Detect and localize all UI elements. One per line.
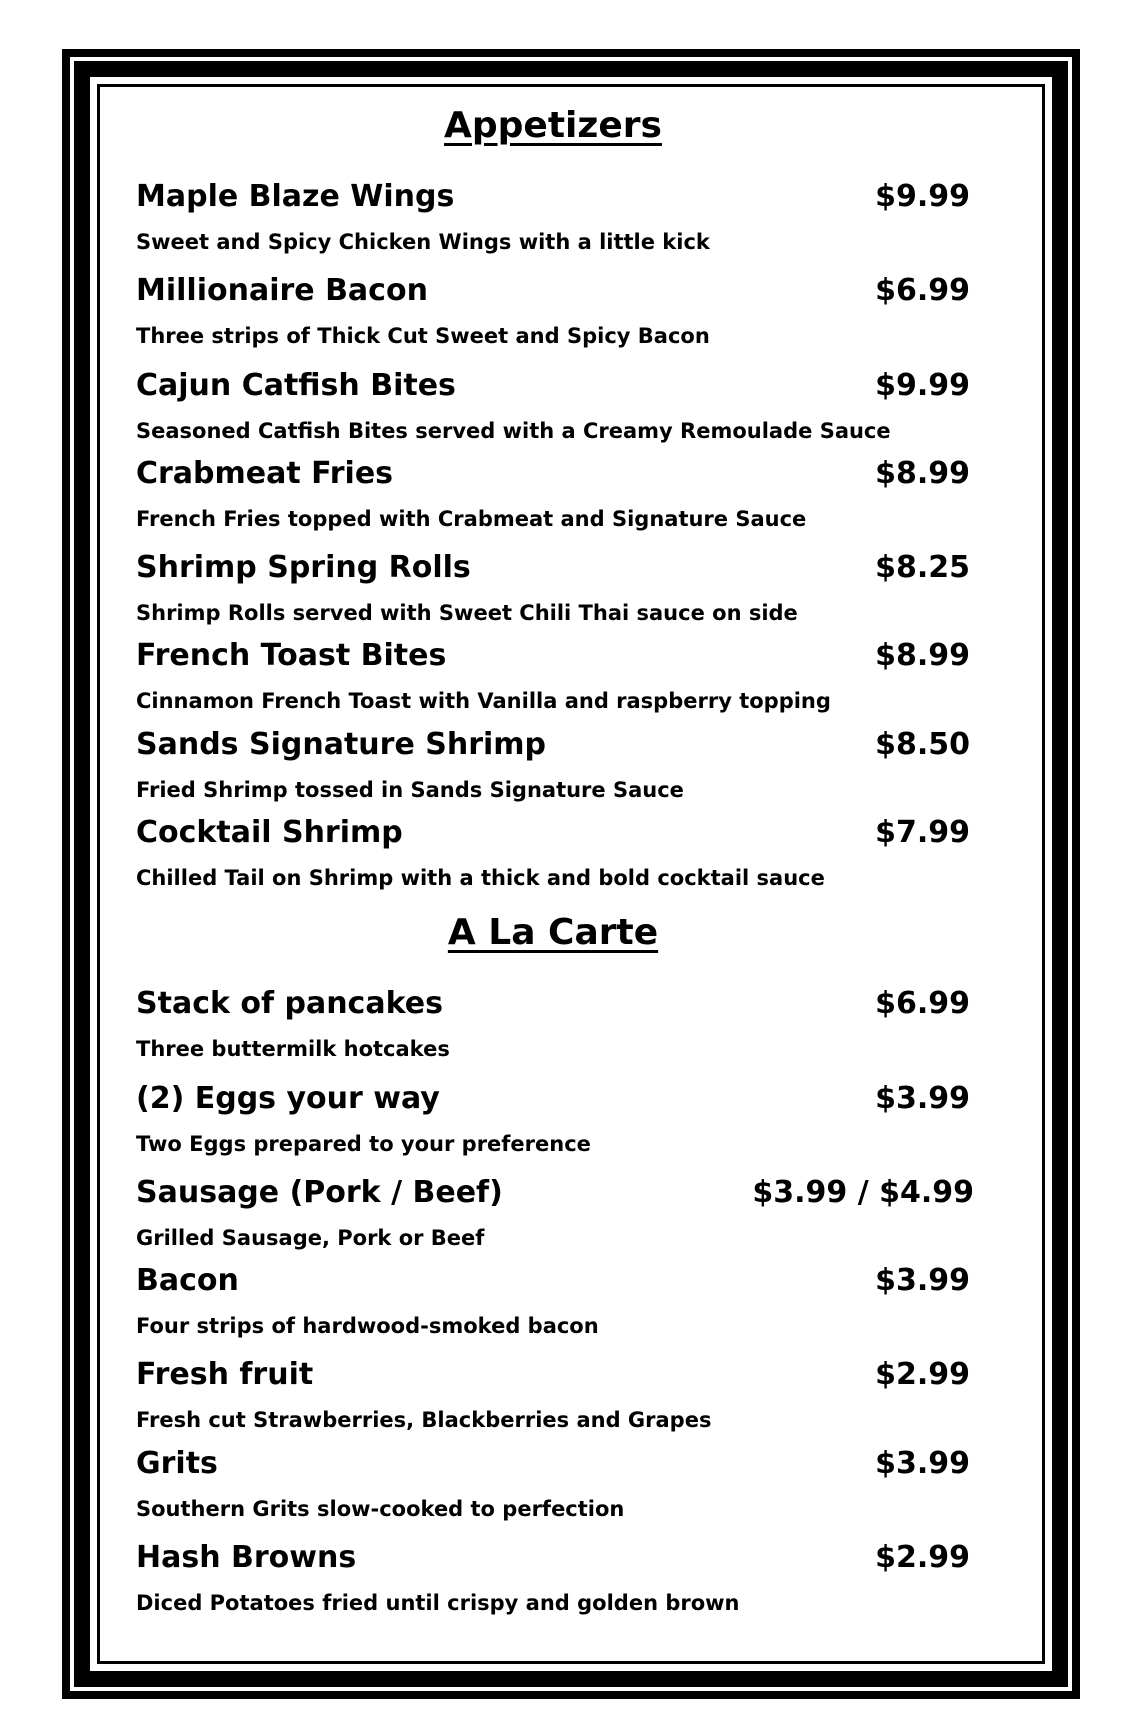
item-name: Bacon	[136, 1263, 239, 1299]
menu-item	[136, 1446, 970, 1522]
item-description: Two Eggs prepared to your preference	[136, 1131, 591, 1156]
item-description: Shrimp Rolls served with Sweet Chili Thai sauce on side	[136, 601, 798, 626]
item-price: $8.25	[875, 550, 970, 586]
item-name: Cajun Catfish Bites	[136, 367, 456, 403]
item-description: Fried Shrimp tossed in Sands Signature Sauce	[136, 777, 684, 802]
item-description: French Fries topped with Crabmeat and Signature Sauce	[136, 506, 807, 531]
item-price: $2.99	[875, 1539, 970, 1575]
section-title-a-la-carte: A La Carte	[447, 912, 659, 954]
item-price: $3.99 / $4.99	[752, 1174, 974, 1210]
item-price: $7.99	[875, 814, 970, 850]
item-name: Millionaire Bacon	[136, 273, 428, 309]
item-description: Fresh cut Strawberries, Blackberries and Grapes	[136, 1408, 712, 1433]
item-description: Four strips of hardwood-smoked bacon	[136, 1314, 599, 1339]
menu-item	[136, 550, 970, 626]
item-description: Three buttermilk hotcakes	[136, 1037, 450, 1062]
item-description: Chilled Tail on Shrimp with a thick and bold cocktail sauce	[136, 865, 825, 890]
item-price: $6.99	[875, 986, 970, 1022]
item-description: Diced Potatoes fried until crispy and golden brown	[136, 1590, 740, 1615]
menu-item	[136, 1540, 970, 1616]
item-description: Three strips of Thick Cut Sweet and Spicy Bacon	[136, 324, 710, 349]
item-name: Shrimp Spring Rolls	[136, 550, 471, 586]
menu-item	[136, 638, 970, 714]
item-description: Sweet and Spicy Chicken Wings with a little kick	[136, 230, 710, 255]
section-title-appetizers: Appetizers	[444, 105, 662, 146]
item-name: Crabmeat Fries	[136, 455, 394, 491]
item-price: $3.99	[875, 1080, 970, 1116]
item-name: Sausage (Pork / Beef)	[136, 1174, 503, 1210]
item-price: $2.99	[875, 1357, 970, 1393]
item-name: Maple Blaze Wings	[136, 179, 455, 215]
menu-item	[136, 1263, 970, 1339]
menu-content	[136, 100, 974, 1616]
menu-item	[136, 1174, 974, 1251]
item-price: $8.99	[875, 455, 970, 491]
item-name: Sands Signature Shrimp	[136, 726, 547, 762]
menu-item	[136, 986, 970, 1062]
menu-item	[136, 456, 970, 532]
item-price: $8.99	[875, 638, 970, 674]
item-price: $3.99	[875, 1263, 970, 1299]
item-price: $8.50	[875, 726, 970, 762]
item-description: Cinnamon French Toast with Vanilla and raspberry topping	[136, 689, 831, 714]
item-price: $9.99	[875, 179, 970, 215]
item-name: Fresh fruit	[136, 1357, 314, 1393]
item-description: Seasoned Catfish Bites served with a Creamy Remoulade Sauce	[136, 418, 891, 443]
item-name: Grits	[136, 1445, 218, 1481]
item-price: $9.99	[875, 367, 970, 403]
item-description: Southern Grits slow-cooked to perfection	[136, 1496, 625, 1521]
menu-item	[136, 368, 970, 444]
menu-item	[136, 815, 970, 891]
item-price: $6.99	[875, 273, 970, 309]
item-price: $3.99	[875, 1445, 970, 1481]
item-name: Cocktail Shrimp	[136, 814, 403, 850]
menu-item	[136, 273, 970, 349]
item-description: Grilled Sausage, Pork or Beef	[136, 1225, 485, 1250]
menu-item	[136, 1357, 970, 1433]
menu-item	[136, 727, 970, 803]
item-name: Hash Browns	[136, 1539, 357, 1575]
item-name: Stack of pancakes	[136, 986, 443, 1022]
menu-item	[136, 1081, 970, 1157]
menu-item	[136, 179, 970, 255]
item-name: French Toast Bites	[136, 638, 447, 674]
item-name: (2) Eggs your way	[136, 1080, 440, 1116]
